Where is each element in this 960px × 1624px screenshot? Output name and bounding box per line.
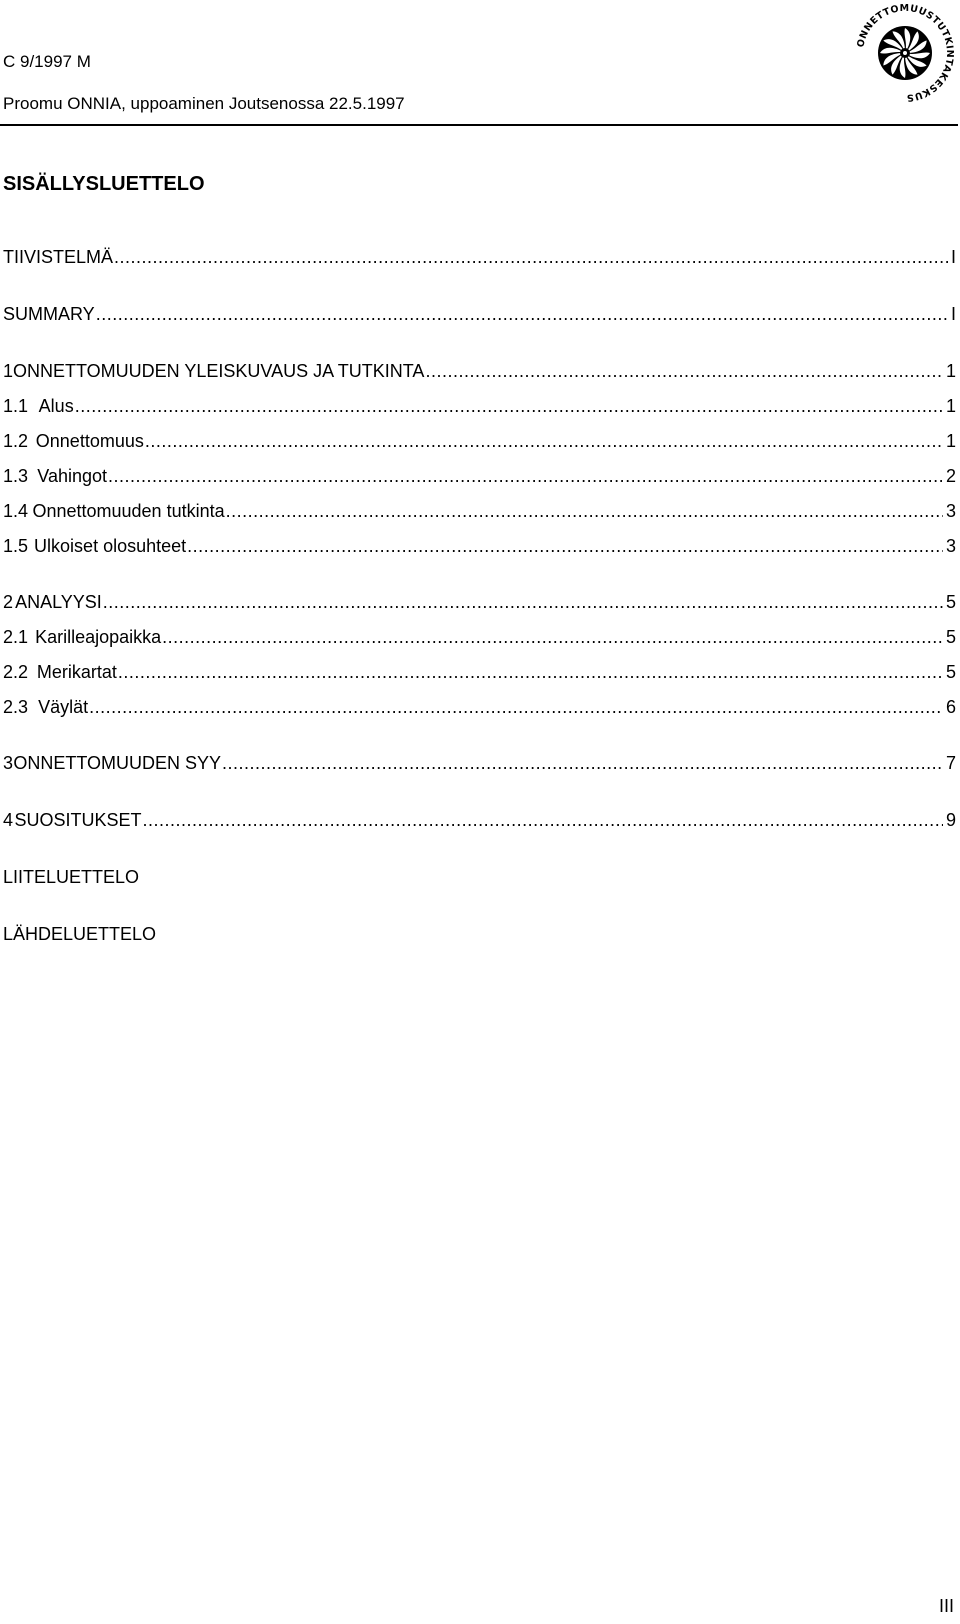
- toc-entry-page: 1: [945, 431, 956, 451]
- toc-leader-dots: [75, 394, 943, 418]
- toc-entry-label: TIIVISTELMÄ: [3, 247, 114, 267]
- toc-entry-number: 1.3: [3, 466, 29, 486]
- toc-leader-dots: [114, 245, 948, 269]
- toc-entry-summary[interactable]: [3, 302, 956, 326]
- logo-ring-text: ONNETTOMUUSTUTKINTAKESKUS: [855, 2, 956, 104]
- toc-entry-label: ONNETTOMUUDEN YLEISKUVAUS JA TUTKINTA: [13, 361, 425, 381]
- onnettomuustutkintakeskus-logo-icon: [852, 0, 958, 106]
- toc-leader-dots: [96, 302, 948, 326]
- toc-entry-2-1[interactable]: [3, 625, 956, 649]
- toc-title: SISÄLLYSLUETTELO: [3, 173, 205, 195]
- toc-entry-tiivistelma[interactable]: [3, 245, 956, 269]
- toc-entry-label: SUOSITUKSET: [14, 810, 142, 830]
- toc-entry-number: 2: [3, 592, 14, 612]
- toc-entry-1-4[interactable]: [3, 499, 956, 523]
- toc-entry-page: 1: [945, 396, 956, 416]
- toc-leader-dots: [226, 499, 943, 523]
- toc-entry-page: I: [950, 304, 956, 324]
- toc-entry-label: Alus: [38, 396, 74, 416]
- toc-entry-number: 4: [3, 810, 14, 830]
- toc-entry-page: 5: [945, 627, 956, 647]
- toc-entry-number: 2.3: [3, 697, 29, 717]
- toc-entry-page: 7: [945, 753, 956, 773]
- toc-entry-number: 1.1: [3, 396, 29, 416]
- toc-entry-page: 1: [945, 361, 956, 381]
- toc-entry-label: Vahingot: [37, 466, 108, 486]
- toc-entry-label: Merikartat: [36, 662, 117, 682]
- toc-entry-1-5[interactable]: [3, 534, 956, 558]
- toc-entry-label: Onnettomuuden tutkinta: [32, 501, 225, 521]
- toc-entry-page: I: [950, 247, 956, 267]
- toc-entry-2-2[interactable]: [3, 660, 956, 684]
- toc-entry-number: 1.5: [3, 536, 29, 556]
- toc-leader-dots: [103, 590, 943, 614]
- toc-entry-1-2[interactable]: [3, 429, 956, 453]
- toc-entry-1-3[interactable]: [3, 464, 956, 488]
- toc-leader-dots: [187, 534, 943, 558]
- page-number: III: [938, 1596, 954, 1616]
- toc-entry-page: 5: [945, 592, 956, 612]
- header-divider: [0, 124, 958, 126]
- toc-entry-page: 2: [945, 466, 956, 486]
- report-id: C 9/1997 M: [3, 52, 91, 71]
- toc-entry-number: 3: [3, 753, 14, 773]
- toc-appendix-list[interactable]: LIITELUETTELO: [3, 867, 140, 887]
- toc-entry-page: 3: [945, 536, 956, 556]
- toc-entry-page: 9: [945, 810, 956, 830]
- toc-entry-2[interactable]: [3, 590, 956, 614]
- toc-leader-dots: [118, 660, 943, 684]
- toc-entry-1-1[interactable]: [3, 394, 956, 418]
- toc-entry-number: 2.2: [3, 662, 29, 682]
- toc-entry-number: 1.4: [3, 501, 29, 521]
- toc-entry-label: Ulkoiset olosuhteet: [34, 536, 187, 556]
- toc-leader-dots: [425, 359, 943, 383]
- report-title: Proomu ONNIA, uppoaminen Joutsenossa 22.5.1997: [3, 94, 405, 113]
- toc-entry-number: 1.2: [3, 431, 29, 451]
- toc-leader-dots: [89, 695, 943, 719]
- toc-entry-label: Karilleajopaikka: [35, 627, 162, 647]
- toc-entry-2-3[interactable]: [3, 695, 956, 719]
- toc-leader-dots: [143, 808, 943, 832]
- toc-leader-dots: [222, 751, 943, 775]
- toc-entry-label: SUMMARY: [3, 304, 95, 324]
- toc-entry-label: ONNETTOMUUDEN SYY: [13, 753, 222, 773]
- toc-entry-3[interactable]: [3, 751, 956, 775]
- toc-leader-dots: [108, 464, 943, 488]
- toc-entry-number: 1: [3, 361, 14, 381]
- toc-entry-page: 6: [945, 697, 956, 717]
- toc-entry-4[interactable]: [3, 808, 956, 832]
- toc-entry-number: 2.1: [3, 627, 29, 647]
- toc-leader-dots: [145, 429, 943, 453]
- toc-entry-label: Onnettomuus: [35, 431, 144, 451]
- toc-entry-page: 3: [945, 501, 956, 521]
- toc-entry-label: Väylät: [38, 697, 89, 717]
- toc-leader-dots: [162, 625, 943, 649]
- toc-entry-label: ANALYYSI: [15, 592, 102, 612]
- toc-entry-page: 5: [945, 662, 956, 682]
- toc-entry-1[interactable]: [3, 359, 956, 383]
- toc-source-list[interactable]: LÄHDELUETTELO: [3, 924, 157, 944]
